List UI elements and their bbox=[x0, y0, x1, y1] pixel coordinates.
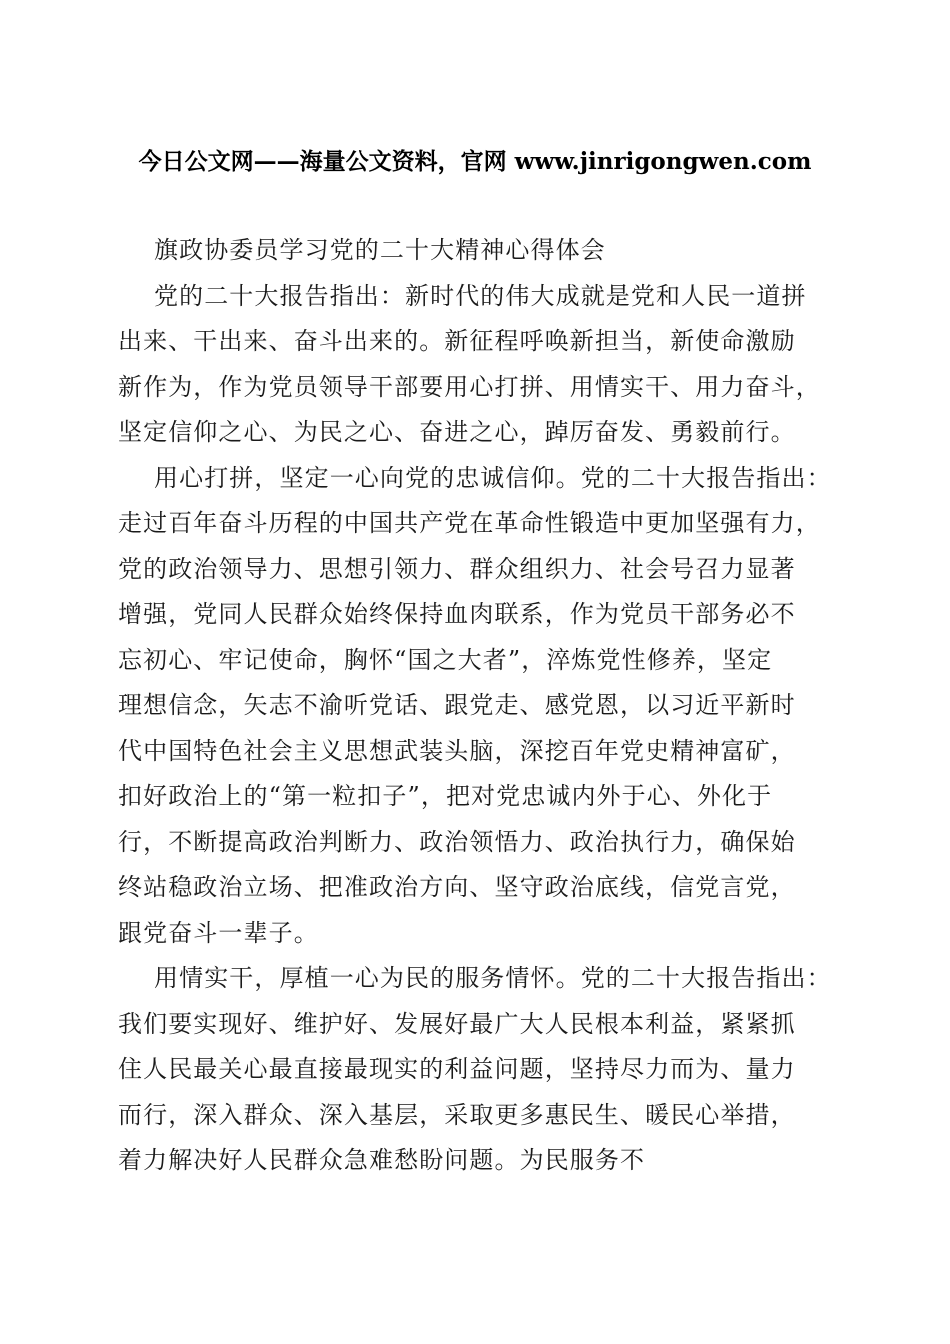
body-line: 行，不断提高政治判断力、政治领悟力、政治执行力，确保始 bbox=[118, 827, 796, 856]
body-line: 终站稳政治立场、把准政治方向、坚守政治底线，信党言党， bbox=[118, 873, 796, 901]
site-header-banner: 今日公文网——海量公文资料，官网 www.jinrigongwen.com bbox=[138, 148, 812, 175]
body-line: 走过百年奋斗历程的中国共产党在革命性锻造中更加坚强有力， bbox=[118, 509, 821, 537]
body-line: 代中国特色社会主义思想武装头脑，深挖百年党史精神富矿， bbox=[118, 736, 796, 765]
body-line: 理想信念，矢志不渝听党话、跟党走、感党恩，以习近平新时 bbox=[118, 691, 796, 719]
body-line: 增强，党同人民群众始终保持血肉联系，作为党员干部务必不 bbox=[118, 600, 796, 628]
body-line: 跟党奋斗一辈子。 bbox=[118, 918, 319, 947]
body-line: 用心打拼，坚定一心向党的忠诚信仰。党的二十大报告指出： bbox=[154, 463, 832, 492]
body-line: 党的政治领导力、思想引领力、群众组织力、社会号召力显著 bbox=[118, 554, 796, 583]
document-body bbox=[118, 228, 838, 1184]
body-line: 出来、干出来、奋斗出来的。新征程呼唤新担当，新使命激励 bbox=[118, 327, 796, 355]
body-line: 我们要实现好、维护好、发展好最广大人民根本利益，紧紧抓 bbox=[118, 1009, 796, 1038]
body-line: 扣好政治上的“第一粒扣子”，把对党忠诚内外于心、外化于 bbox=[118, 782, 773, 810]
body-line: 住人民最关心最直接最现实的利益问题，坚持尽力而为、量力 bbox=[118, 1055, 796, 1083]
body-line: 而行，深入群众、深入基层，采取更多惠民生、暖民心举措， bbox=[118, 1100, 796, 1129]
body-line: 忘初心、牢记使命，胸怀“国之大者”，淬炼党性修养，坚定 bbox=[118, 645, 773, 674]
body-line: 着力解决好人民群众急难愁盼问题。为民服务不 bbox=[118, 1146, 646, 1174]
body-line: 党的二十大报告指出：新时代的伟大成就是党和人民一道拼 bbox=[154, 281, 807, 310]
document-title: 旗政协委员学习党的二十大精神心得体会 bbox=[154, 236, 606, 264]
body-line: 坚定信仰之心、为民之心、奋进之心，踔厉奋发、勇毅前行。 bbox=[118, 418, 796, 446]
body-line: 新作为，作为党员领导干部要用心打拼、用情实干、用力奋斗， bbox=[118, 372, 821, 401]
body-line: 用情实干，厚植一心为民的服务情怀。党的二十大报告指出： bbox=[154, 964, 832, 992]
